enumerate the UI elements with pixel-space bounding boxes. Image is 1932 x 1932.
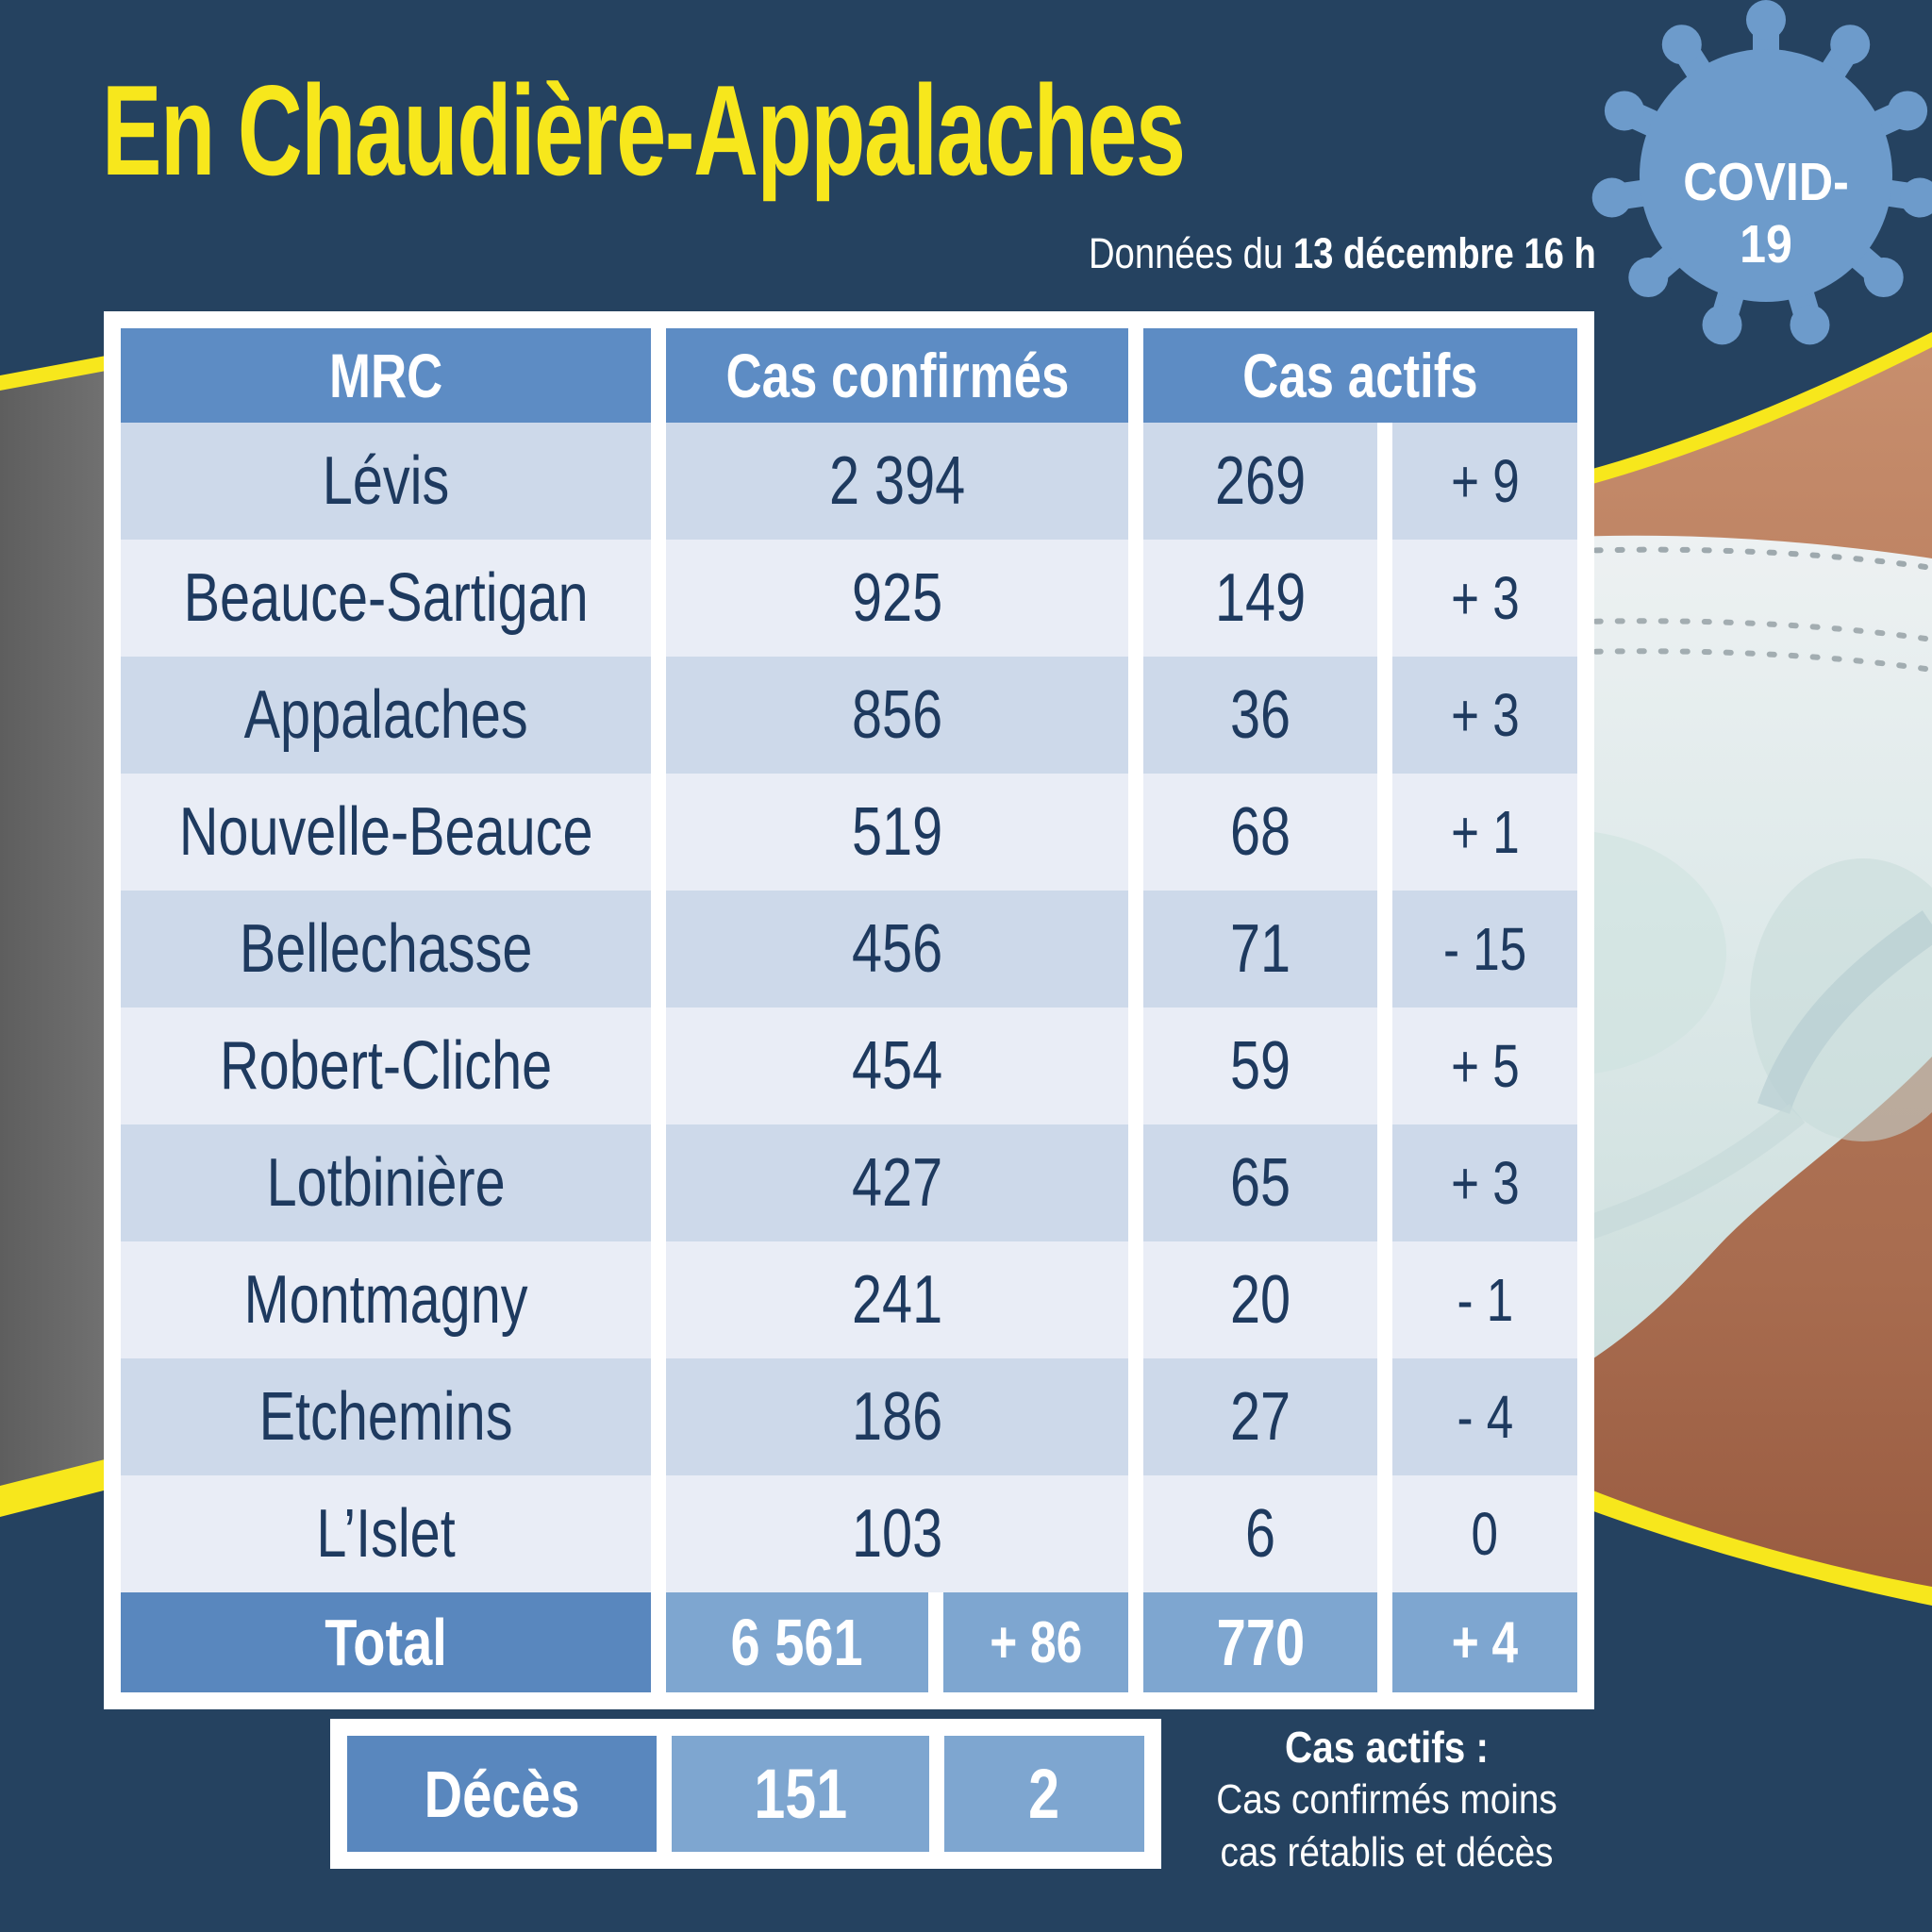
total-confirmed-cell: 6 561 — [666, 1592, 928, 1692]
active-delta-cell: + 3 — [1392, 540, 1577, 657]
table-header-row — [121, 328, 1577, 423]
mrc-name-cell: Appalaches — [121, 657, 651, 774]
active-cell: 36 — [1143, 657, 1377, 774]
active-cell: 27 — [1143, 1358, 1377, 1475]
active-delta-cell: + 3 — [1392, 1124, 1577, 1241]
active-cell: 20 — [1143, 1241, 1377, 1358]
deaths-table — [330, 1719, 1161, 1869]
table-row — [121, 1241, 1577, 1358]
table-row — [121, 1124, 1577, 1241]
date-prefix: Données du — [1089, 229, 1293, 277]
table-row — [121, 1008, 1577, 1124]
mrc-name-cell: Bellechasse — [121, 891, 651, 1008]
total-active-delta-cell: + 4 — [1392, 1592, 1577, 1692]
active-cell: 59 — [1143, 1008, 1377, 1124]
mrc-name-cell: Nouvelle-Beauce — [121, 774, 651, 891]
mrc-name-cell: Lévis — [121, 423, 651, 540]
active-cell: 269 — [1143, 423, 1377, 540]
total-label-cell: Total — [121, 1592, 651, 1692]
confirmed-cell: 427 — [666, 1124, 1128, 1241]
mrc-name-cell: Montmagny — [121, 1241, 651, 1358]
covid-badge-label: COVID- 19 — [1683, 152, 1849, 275]
active-delta-cell: + 5 — [1392, 1008, 1577, 1124]
table-row — [121, 423, 1577, 540]
confirmed-cell: 2 394 — [666, 423, 1128, 540]
confirmed-cell: 456 — [666, 891, 1128, 1008]
table-row — [121, 1475, 1577, 1592]
column-header-active: Cas actifs — [1143, 328, 1577, 423]
mrc-name-cell: Etchemins — [121, 1358, 651, 1475]
table-row — [121, 891, 1577, 1008]
deaths-label-cell: Décès — [347, 1736, 657, 1852]
active-delta-cell: + 9 — [1392, 423, 1577, 540]
total-active-cell: 770 — [1143, 1592, 1377, 1692]
active-cell: 68 — [1143, 774, 1377, 891]
column-header-confirmed: Cas confirmés — [666, 328, 1128, 423]
deaths-delta-cell: 2 — [944, 1736, 1144, 1852]
active-cases-definition: Cas actifs : Cas confirmés moins cas rétablis et décès — [1216, 1723, 1557, 1875]
active-cell: 65 — [1143, 1124, 1377, 1241]
table-row — [121, 1358, 1577, 1475]
active-delta-cell: + 1 — [1392, 774, 1577, 891]
confirmed-cell: 925 — [666, 540, 1128, 657]
confirmed-cell: 454 — [666, 1008, 1128, 1124]
deaths-count-cell: 151 — [672, 1736, 929, 1852]
active-cell: 6 — [1143, 1475, 1377, 1592]
confirmed-cell: 103 — [666, 1475, 1128, 1592]
confirmed-cell: 241 — [666, 1241, 1128, 1358]
data-date — [999, 229, 1596, 278]
active-cell: 149 — [1143, 540, 1377, 657]
confirmed-cell: 856 — [666, 657, 1128, 774]
mrc-name-cell: L’Islet — [121, 1475, 651, 1592]
confirmed-cell: 519 — [666, 774, 1128, 891]
table-row — [121, 540, 1577, 657]
active-delta-cell: - 4 — [1392, 1358, 1577, 1475]
cases-table — [104, 311, 1594, 1709]
mrc-name-cell: Lotbinière — [121, 1124, 651, 1241]
table-total-row — [121, 1592, 1577, 1692]
total-confirmed-delta-cell: + 86 — [943, 1592, 1128, 1692]
mrc-name-cell: Robert-Cliche — [121, 1008, 651, 1124]
active-delta-cell: - 1 — [1392, 1241, 1577, 1358]
active-delta-cell: 0 — [1392, 1475, 1577, 1592]
active-delta-cell: - 15 — [1392, 891, 1577, 1008]
table-row — [121, 657, 1577, 774]
date-value: 13 décembre 16 h — [1292, 229, 1596, 277]
page-title: En Chaudière-Appalaches — [102, 58, 1185, 202]
active-delta-cell: + 3 — [1392, 657, 1577, 774]
table-row — [121, 774, 1577, 891]
mrc-name-cell: Beauce-Sartigan — [121, 540, 651, 657]
confirmed-cell: 186 — [666, 1358, 1128, 1475]
active-cell: 71 — [1143, 891, 1377, 1008]
column-header-mrc: MRC — [121, 328, 651, 423]
